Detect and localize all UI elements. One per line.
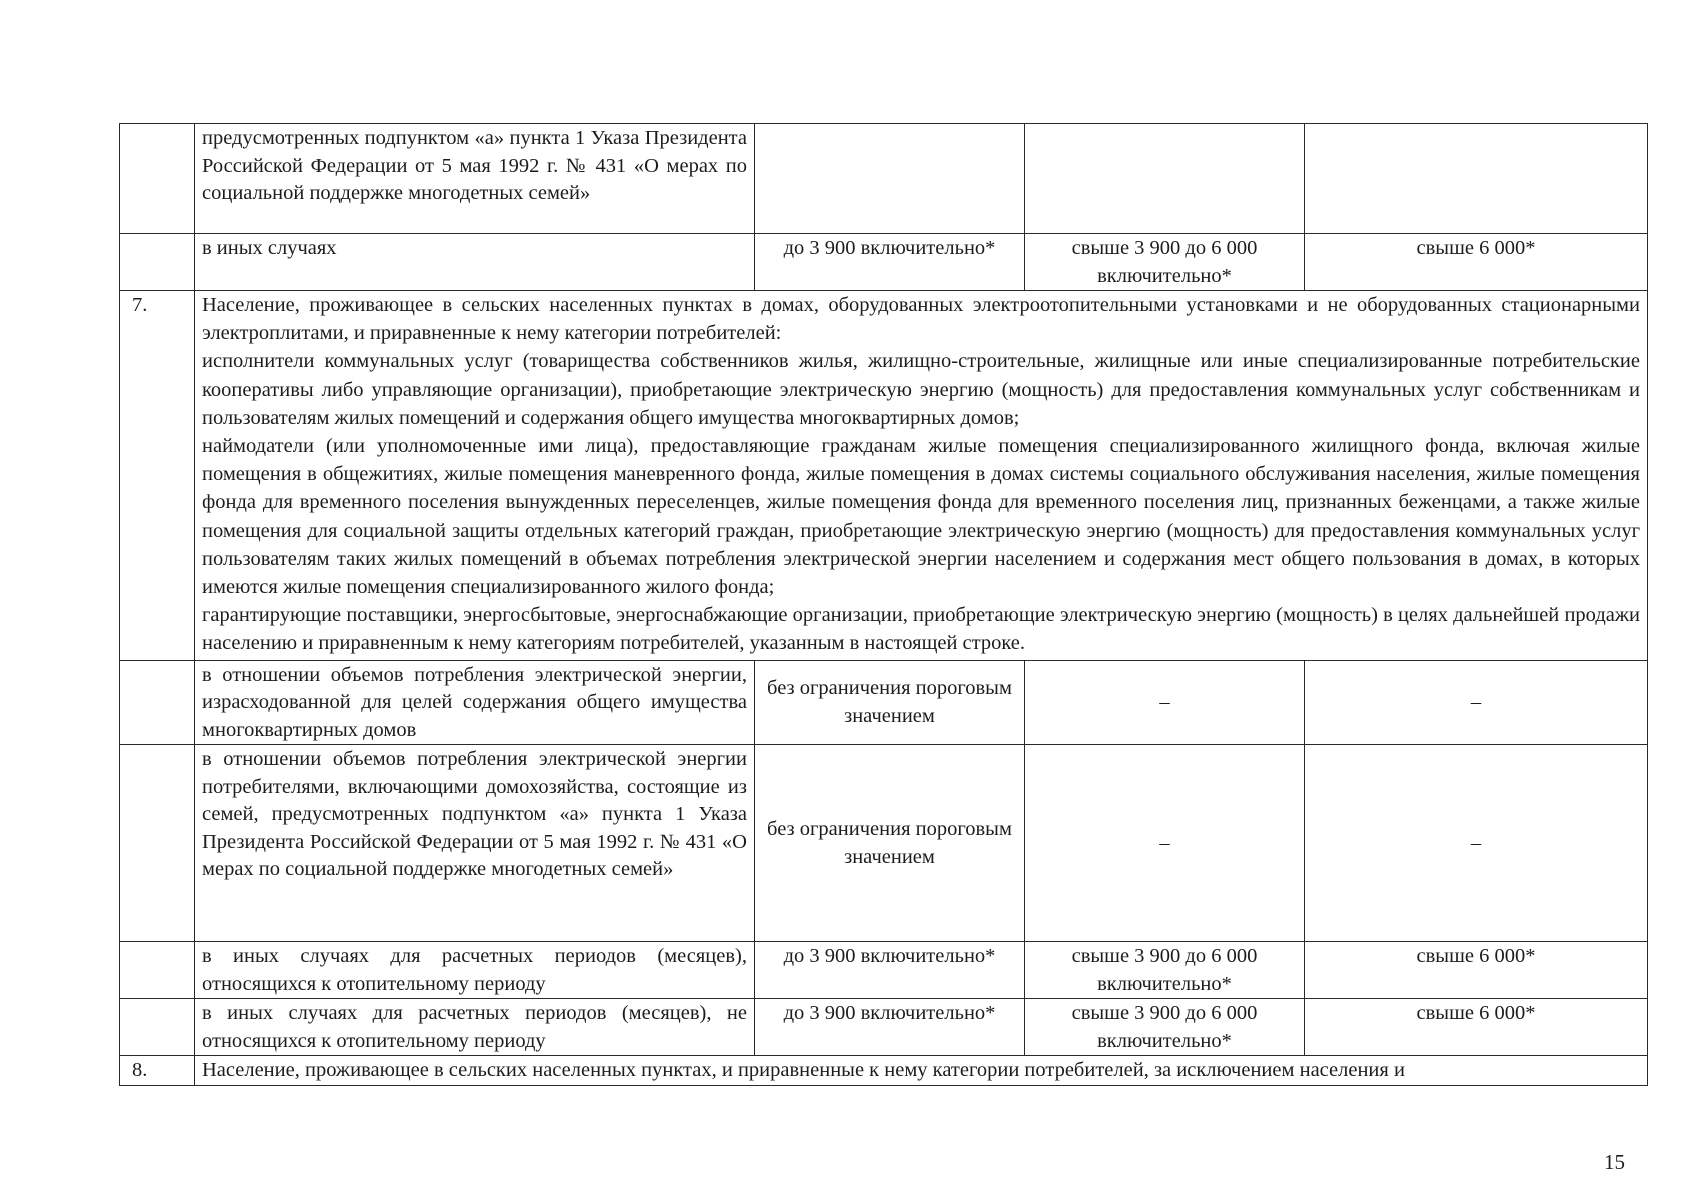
row-number-cell <box>120 999 195 1056</box>
threshold-cell-2 <box>1025 124 1305 234</box>
section-paragraph: Население, проживающее в сельских населенных пунктах в домах, оборудованных электроотопительными установками и не оборудованных стационарными электроплитами, и приравненные к нему категории потребителей: <box>202 294 1640 345</box>
section-paragraph: гарантирующие поставщики, энергосбытовые, энергоснабжающие организации, приобретающие электрическую энергию (мощность) в целях дальнейшей продажи населению и приравненным к нему категориям потребителей, указанным в настоящей строке. <box>202 604 1640 655</box>
row-description: предусмотренных подпунктом «а» пункта 1 Указа Президента Российской Федерации от 5 мая 1992 г. № 431 «О мерах по социальной поддержке многодетных семей» <box>195 124 755 234</box>
threshold-cell-2: – <box>1025 660 1305 745</box>
row-description: в иных случаях <box>195 234 755 291</box>
threshold-cell-1: без ограничения пороговым значением <box>755 745 1025 942</box>
table-row <box>120 124 1648 234</box>
row-description: в иных случаях для расчетных периодов (месяцев), не относящихся к отопительному периоду <box>195 999 755 1056</box>
row-number-cell <box>120 745 195 942</box>
threshold-cell-2: свыше 3 900 до 6 000 включительно* <box>1025 234 1305 291</box>
section-paragraph: исполнители коммунальных услуг (товарищества собственников жилья, жилищно-строительные, жилищные или иные специализированные потребительские кооперативы либо управляющие организации), приобретающие электрическую энергию (мощность) для предоставления коммунальных услуг собственникам и пользователям жилых помещений и содержания общего имущества многоквартирных домов; <box>202 350 1640 429</box>
row-number-cell <box>120 124 195 234</box>
threshold-cell-3: – <box>1305 660 1648 745</box>
table-row <box>120 660 1648 745</box>
page-number: 15 <box>1604 1150 1625 1174</box>
threshold-cell-3 <box>1305 124 1648 234</box>
threshold-cell-3: свыше 6 000* <box>1305 999 1648 1056</box>
section-paragraph: наймодатели (или уполномоченные ими лица), предоставляющие гражданам жилые помещения специализированного жилищного фонда, включая жилые помещения в общежитиях, жилые помещения маневренного фонда, жилые помещения в домах системы социального обслуживания населения, жилые помещения фонда для временного поселения вынужденных переселенцев, жилые помещения фонда для временного поселения лиц, признанных беженцами, а также жилые помещения для социальной защиты отдельных категорий граждан, приобретающие электрическую энергию (мощность) для предоставления коммунальных услуг пользователям таких жилых помещений в объемах потребления электрической энергии населением и содержания мест общего пользования в домах, в которых имеются жилые помещения специализированного жилого фонда; <box>202 435 1640 599</box>
threshold-cell-2: – <box>1025 745 1305 942</box>
row-number-cell <box>120 942 195 999</box>
threshold-cell-2: свыше 3 900 до 6 000 включительно* <box>1025 999 1305 1056</box>
table-row <box>120 999 1648 1056</box>
section-number: 8. <box>120 1056 195 1086</box>
threshold-cell-1: до 3 900 включительно* <box>755 234 1025 291</box>
section-row <box>120 291 1648 661</box>
row-description: в отношении объемов потребления электрической энергии, израсходованной для целей содержания общего имущества многоквартирных домов <box>195 660 755 745</box>
threshold-cell-1 <box>755 124 1025 234</box>
table-row <box>120 745 1648 942</box>
row-description: в отношении объемов потребления электрической энергии потребителями, включающими домохозяйства, состоящие из семей, предусмотренных подпунктом «а» пункта 1 Указа Президента Российской Федерации от 5 мая 1992 г. № 431 «О мерах по социальной поддержке многодетных семей» <box>195 745 755 942</box>
tariff-table-page <box>119 123 1647 1086</box>
row-description: в иных случаях для расчетных периодов (месяцев), относящихся к отопительному периоду <box>195 942 755 999</box>
row-number-cell <box>120 234 195 291</box>
threshold-cell-3: свыше 6 000* <box>1305 942 1648 999</box>
section-number: 7. <box>120 291 195 661</box>
threshold-cell-1: до 3 900 включительно* <box>755 999 1025 1056</box>
section-description: Население, проживающее в сельских населенных пунктах, и приравненные к нему категории потребителей, за исключением населения и <box>195 1056 1648 1086</box>
threshold-cell-2: свыше 3 900 до 6 000 включительно* <box>1025 942 1305 999</box>
threshold-cell-3: – <box>1305 745 1648 942</box>
table-row <box>120 942 1648 999</box>
threshold-cell-1: до 3 900 включительно* <box>755 942 1025 999</box>
row-number-cell <box>120 660 195 745</box>
table-row <box>120 234 1648 291</box>
section-row <box>120 1056 1648 1086</box>
threshold-cell-1: без ограничения пороговым значением <box>755 660 1025 745</box>
section-description <box>195 291 1648 661</box>
threshold-cell-3: свыше 6 000* <box>1305 234 1648 291</box>
tariff-table <box>119 123 1648 1086</box>
